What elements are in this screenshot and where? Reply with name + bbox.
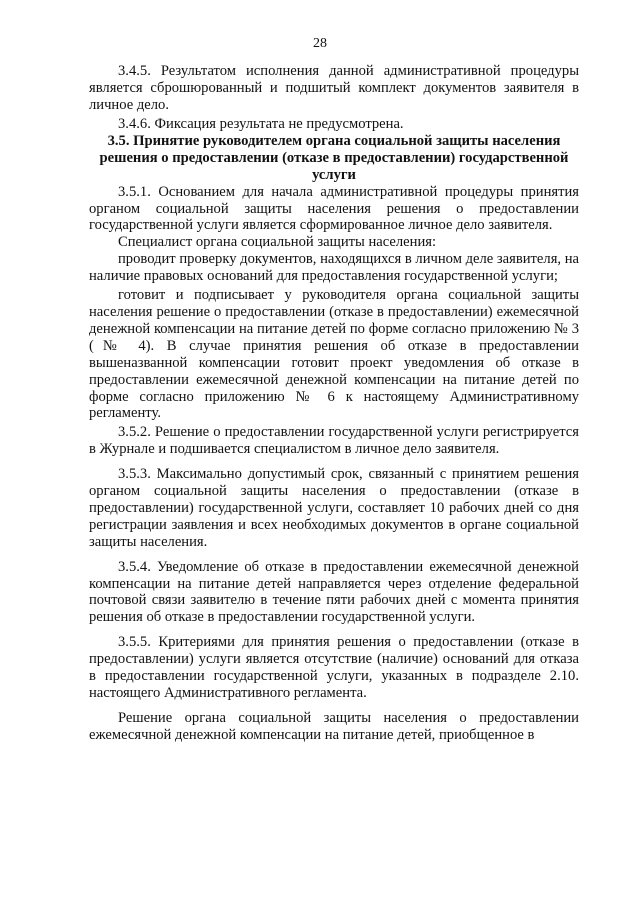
paragraph-3-4-6: 3.4.6. Фиксация результата не предусмотрена.: [118, 115, 404, 132]
paragraph-3-5-3: 3.5.3. Максимально допустимый срок, связанный с принятием решения органом социальной защиты населения о предоставлении (отказе в предоставлении) государственной услуги, составляет 10 рабочих дней со дня регистрации заявления и всех необходимых документов в органе социальной защиты населения.: [89, 466, 579, 550]
paragraph-3-4-5: 3.4.5. Результатом исполнения данной административной процедуры является сброшюрованный и подшитый комплект документов заявителя в личное дело.: [89, 63, 579, 113]
document-body: [89, 63, 579, 744]
paragraph-3-5-5: 3.5.5. Критериями для принятия решения о предоставлении (отказе в предоставлении) услуги является отсутствие (наличие) оснований для отказа в предоставлении государственной услуги, указанных в подразделе 2.10. настоящего Административного регламента.: [89, 634, 579, 701]
paragraph-check-documents: проводит проверку документов, находящихся в личном деле заявителя, на наличие правовых оснований для предоставления государственной услуги;: [89, 251, 579, 285]
page-number: 28: [313, 36, 327, 51]
paragraph-decision: Решение органа социальной защиты населения о предоставлении ежемесячной денежной компенсации на питание детей, приобщенное в: [89, 709, 579, 743]
paragraph-prepare-decision: готовит и подписывает у руководителя органа социальной защиты населения решение о предоставлении (отказе в предоставлении) ежемесячной денежной компенсации на питание детей по форме согласно приложению № 3 (№ 4). В случае принятия решения об отказе в предоставлении вышеназванной компенсации готовит проект уведомления об отказе в предоставлении ежемесячной денежной компенсации на питание детей по форме согласно приложению № 6 к настоящему Административному регламенту.: [89, 287, 579, 422]
paragraph-specialist: Специалист органа социальной защиты населения:: [118, 234, 437, 251]
section-heading-3-5: 3.5. Принятие руководителем органа социальной защиты населения решения о предоставлении (отказе в предоставлении) государственной услуги: [99, 132, 569, 183]
paragraph-3-5-2: 3.5.2. Решение о предоставлении государственной услуги регистрируется в Журнале и подшивается специалистом в личное дело заявителя.: [89, 424, 579, 458]
paragraph-3-5-4: 3.5.4. Уведомление об отказе в предоставлении ежемесячной денежной компенсации на питание детей направляется через отделение федеральной почтовой связи заявителю в течение пяти рабочих дней с момента принятия решения об отказе в предоставлении государственной услуги.: [89, 558, 579, 626]
paragraph-3-5-1: 3.5.1. Основанием для начала административной процедуры принятия органом социальной защиты населения решения о предоставлении государственной услуги является сформированное личное дело заявителя.: [89, 183, 579, 234]
